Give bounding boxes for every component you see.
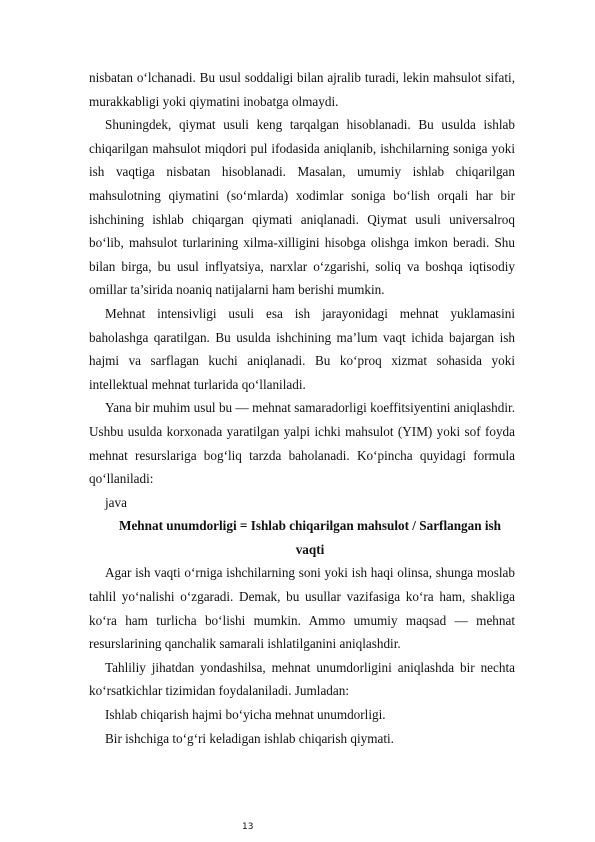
paragraph-indicator-system: Tahliliy jihatdan yondashilsa, mehnat unumdorligini aniqlashda bir nechta ko‘rsatkichlar tizimidan foydalaniladi. Jumladan: [89, 659, 515, 699]
paragraph-labor-intensity: Mehnat intensivligi usuli esa ish jarayonidagi mehnat yuklamasini baholashga qaratilgan. Bu usulda ishchining ma’lum vaqt ichida bajargan ish hajmi va sarflagan kuchi aniqlanadi. Bu ko‘proq xizmat sohasida yoki intellektual mehnat turlarida qo‘llaniladi. [89, 305, 515, 392]
paragraph-efficiency-coefficient: Yana bir muhim usul bu — mehnat samaradorligi koeffitsiyentini aniqlashdir. Ushbu usulda korxonada yaratilgan yalpi ichki mahsulot (YIM) yoki sof foyda mehnat resurslariga bog‘liq tarzda baholanadi. Ko‘pincha quyidagi formula qo‘llaniladi: [89, 400, 515, 487]
list-item: Ishlab chiqarish hajmi bo‘yicha mehnat unumdorligi. [105, 707, 386, 723]
paragraph-value-method: Shuningdek, qiymat usuli keng tarqalgan hisoblanadi. Bu usulda ishlab chiqarilgan mahsulot miqdori pul ifodasida aniqlanib, ishchilarning soniga yoki ish vaqtiga nisbatan hisoblanadi. Masalan, umumiy ishlab chiqarilgan mahsulotning qiymatini (so‘mlarda) xodimlar soniga bo‘lish orqali har bir ishchining ishlab chiqargan qiymati aniqlanadi. Qiymat usuli universalroq bo‘lib, mahsulot turlarining xilma-xilligini hisobga olishga imkon beradi. Shu bilan birga, bu usul inflyatsiya, narxlar o‘zgarishi, soliq va boshqa iqtisodiy omillar ta’sirida noaniq natijalarni ham berishi mumkin. [89, 117, 515, 298]
document-page [89, 66, 515, 750]
paragraph-analysis-direction: Agar ish vaqti o‘rniga ishchilarning soni yoki ish haqi olinsa, shunga moslab tahlil yo‘nalishi o‘zgaradi. Demak, bu usullar vazifasiga ko‘ra ham, shakliga ko‘ra ham turlicha bo‘lishi mumkin. Ammo umumiy maqsad — mehnat resurslarining qanchalik samarali ishlatilganini aniqlashdir. [89, 565, 515, 652]
code-language-label: java [105, 494, 127, 510]
list-item: Bir ishchiga to‘g‘ri keladigan ishlab chiqarish qiymati. [105, 730, 394, 746]
paragraph-continuation: nisbatan o‘lchanadi. Bu usul soddaligi bilan ajralib turadi, lekin mahsulot sifati, murakkabligi yoki qiymatini inobatga olmaydi. [89, 70, 515, 109]
formula-heading: Mehnat unumdorligi = Ishlab chiqarilgan mahsulot / Sarflangan ish vaqti [119, 518, 501, 557]
page-number: 13 [242, 822, 254, 832]
